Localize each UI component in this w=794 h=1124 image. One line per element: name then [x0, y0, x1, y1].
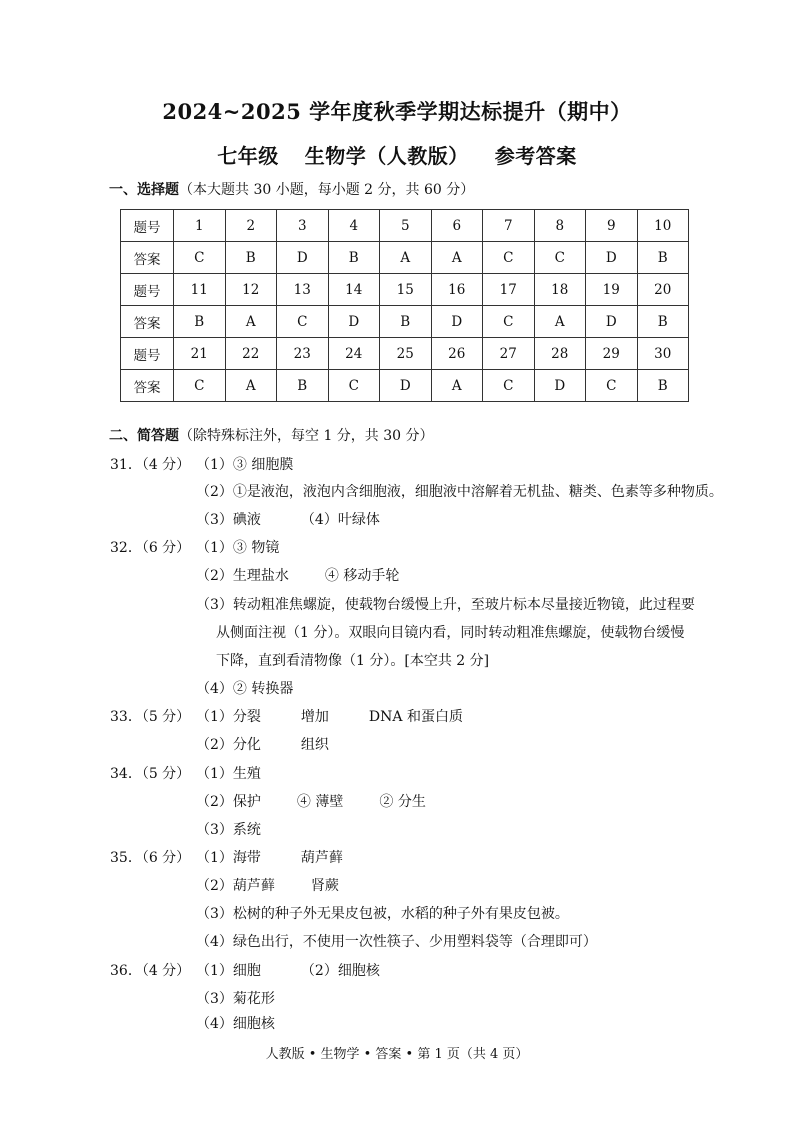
q35-line1 — [196, 847, 343, 867]
question-number-cell: 18 — [534, 274, 586, 306]
question-number-cell: 9 — [586, 210, 638, 242]
page-subtitle — [0, 140, 794, 169]
answer-cell: D — [586, 306, 638, 338]
question-number-cell: 22 — [225, 338, 277, 370]
answer-cell: D — [431, 306, 483, 338]
question-number-row — [121, 274, 689, 306]
answer-cell: B — [277, 370, 329, 402]
question-number-cell: 2 — [225, 210, 277, 242]
q31-l3b: （4）叶绿体 — [300, 512, 380, 528]
q33-line1 — [196, 706, 463, 726]
q33-l2a: （2）分化 — [196, 737, 261, 753]
answer-cell: A — [225, 370, 277, 402]
question-number-cell: 13 — [277, 274, 329, 306]
row-label: 题号 — [121, 274, 174, 306]
answer-cell: B — [174, 306, 226, 338]
q34-l2a: （2）保护 — [196, 794, 261, 810]
question-number-cell: 30 — [637, 338, 689, 370]
page-footer: 人教版 • 生物学 • 答案 • 第 1 页（共 4 页） — [265, 1047, 529, 1062]
q31-l3a: （3）碘液 — [196, 512, 261, 528]
q31-head: 31．（4 分） — [110, 457, 191, 473]
answer-cell: B — [328, 242, 380, 274]
q35-line4: （4）绿色出行，不使用一次性筷子、少用塑料袋等（合理即可） — [196, 934, 597, 950]
answer-cell: B — [637, 242, 689, 274]
q31-line3 — [196, 509, 380, 529]
subject: 生物学（人教版） — [304, 144, 469, 168]
question-number-cell: 15 — [380, 274, 432, 306]
answer-cell: C — [483, 370, 535, 402]
q32-line1: （1）③ 物镜 — [196, 540, 280, 556]
q34-line3: （3）系统 — [196, 822, 261, 838]
question-number-cell: 20 — [637, 274, 689, 306]
question-number-row — [121, 338, 689, 370]
answer-cell: C — [174, 242, 226, 274]
page-title: 2024~2025 学年度秋季学期达标提升（期中） — [162, 99, 632, 124]
answer-cell: A — [380, 242, 432, 274]
q36-l1b: （2）细胞核 — [300, 963, 380, 979]
question-number-cell: 12 — [225, 274, 277, 306]
section-1-title: 一、选择题 — [109, 182, 179, 198]
q34-line1: （1）生殖 — [196, 766, 261, 782]
q32-line4: （4）② 转换器 — [196, 681, 294, 697]
answer-cell: A — [225, 306, 277, 338]
answer-cell: D — [586, 242, 638, 274]
question-number-cell: 3 — [277, 210, 329, 242]
question-number-cell: 28 — [534, 338, 586, 370]
question-number-cell: 10 — [637, 210, 689, 242]
q36-head: 36．（4 分） — [110, 963, 191, 979]
q33-l1a: （1）分裂 — [196, 709, 261, 725]
answer-cell: C — [534, 242, 586, 274]
q33-l1c: DNA 和蛋白质 — [368, 709, 463, 725]
q35-head: 35．（6 分） — [110, 850, 191, 866]
answer-cell: C — [586, 370, 638, 402]
q36-line1 — [196, 960, 380, 980]
q32-l2b: ④ 移动手轮 — [324, 568, 400, 584]
question-number-cell: 17 — [483, 274, 535, 306]
q32-line3-cont1: 从侧面注视（1 分）。双眼向目镜内看，同时转动粗准焦螺旋，使载物台缓慢 — [216, 625, 685, 641]
row-label: 题号 — [121, 338, 174, 370]
question-number-cell: 11 — [174, 274, 226, 306]
question-number-cell: 5 — [380, 210, 432, 242]
answer-cell: C — [277, 306, 329, 338]
q36-l1a: （1）细胞 — [196, 963, 261, 979]
section-2-title: 二、简答题 — [109, 428, 179, 444]
question-number-cell: 19 — [586, 274, 638, 306]
q32-line3-cont2: 下降，直到看清物像（1 分）。[本空共 2 分] — [216, 653, 490, 669]
question-number-cell: 23 — [277, 338, 329, 370]
answer-cell: C — [483, 306, 535, 338]
q33-l1b: 增加 — [300, 709, 329, 725]
question-number-row — [121, 210, 689, 242]
q35-l1a: （1）海带 — [196, 850, 261, 866]
question-number-cell: 21 — [174, 338, 226, 370]
q35-line2 — [196, 875, 339, 895]
answer-cell: D — [534, 370, 586, 402]
q35-line3: （3）松树的种子外无果皮包被，水稻的种子外有果皮包被。 — [196, 906, 569, 922]
q35-l1b: 葫芦藓 — [300, 850, 343, 866]
q33-l2b: 组织 — [300, 737, 329, 753]
section-1-note: （本大题共 30 小题，每小题 2 分，共 60 分） — [179, 182, 475, 198]
question-number-cell: 25 — [380, 338, 432, 370]
q31-line2: （2）①是液泡，液泡内含细胞液，细胞液中溶解着无机盐、糖类、色素等多种物质。 — [196, 484, 723, 500]
q35-l2b: 肾蕨 — [310, 878, 339, 894]
question-number-cell: 29 — [586, 338, 638, 370]
row-label: 答案 — [121, 242, 174, 274]
answer-key-label: 参考答案 — [494, 144, 577, 168]
question-number-cell: 4 — [328, 210, 380, 242]
answer-row — [121, 370, 689, 402]
q33-head: 33．（5 分） — [110, 709, 191, 725]
q36-line2: （3）菊花形 — [196, 991, 275, 1007]
question-number-cell: 7 — [483, 210, 535, 242]
row-label: 题号 — [121, 210, 174, 242]
answer-cell: A — [431, 242, 483, 274]
q32-line3: （3）转动粗准焦螺旋，使载物台缓慢上升，至玻片标本尽量接近物镜，此过程要 — [196, 597, 695, 613]
answer-cell: C — [328, 370, 380, 402]
row-label: 答案 — [121, 306, 174, 338]
grade: 七年级 — [217, 144, 279, 168]
question-number-cell: 14 — [328, 274, 380, 306]
question-number-cell: 8 — [534, 210, 586, 242]
q32-head: 32．（6 分） — [110, 540, 191, 556]
answer-cell: A — [534, 306, 586, 338]
q33-line2 — [196, 734, 329, 754]
q32-line2 — [196, 565, 399, 585]
row-label: 答案 — [121, 370, 174, 402]
answer-cell: A — [431, 370, 483, 402]
q34-line2 — [196, 791, 426, 811]
answer-cell: D — [328, 306, 380, 338]
section-2-note: （除特殊标注外，每空 1 分，共 30 分） — [179, 428, 434, 444]
q31-line1: （1）③ 细胞膜 — [196, 457, 294, 473]
section-2-heading — [109, 425, 434, 445]
q32-l2a: （2）生理盐水 — [196, 568, 289, 584]
answer-cell: B — [380, 306, 432, 338]
answer-cell: D — [277, 242, 329, 274]
answer-cell: C — [483, 242, 535, 274]
question-number-cell: 6 — [431, 210, 483, 242]
answer-cell: C — [174, 370, 226, 402]
q34-l2b: ④ 薄壁 — [296, 794, 344, 810]
question-number-cell: 1 — [174, 210, 226, 242]
question-number-cell: 26 — [431, 338, 483, 370]
q34-head: 34．（5 分） — [110, 766, 191, 782]
question-number-cell: 16 — [431, 274, 483, 306]
q36-line3: （4）细胞核 — [196, 1016, 275, 1032]
question-number-cell: 24 — [328, 338, 380, 370]
answer-table — [120, 209, 689, 402]
section-1-heading — [109, 179, 474, 199]
answer-cell: B — [225, 242, 277, 274]
q34-l2c: ② 分生 — [379, 794, 426, 810]
q35-l2a: （2）葫芦藓 — [196, 878, 275, 894]
answer-cell: D — [380, 370, 432, 402]
answer-cell: B — [637, 370, 689, 402]
answer-cell: B — [637, 306, 689, 338]
answer-row — [121, 242, 689, 274]
answer-row — [121, 306, 689, 338]
question-number-cell: 27 — [483, 338, 535, 370]
